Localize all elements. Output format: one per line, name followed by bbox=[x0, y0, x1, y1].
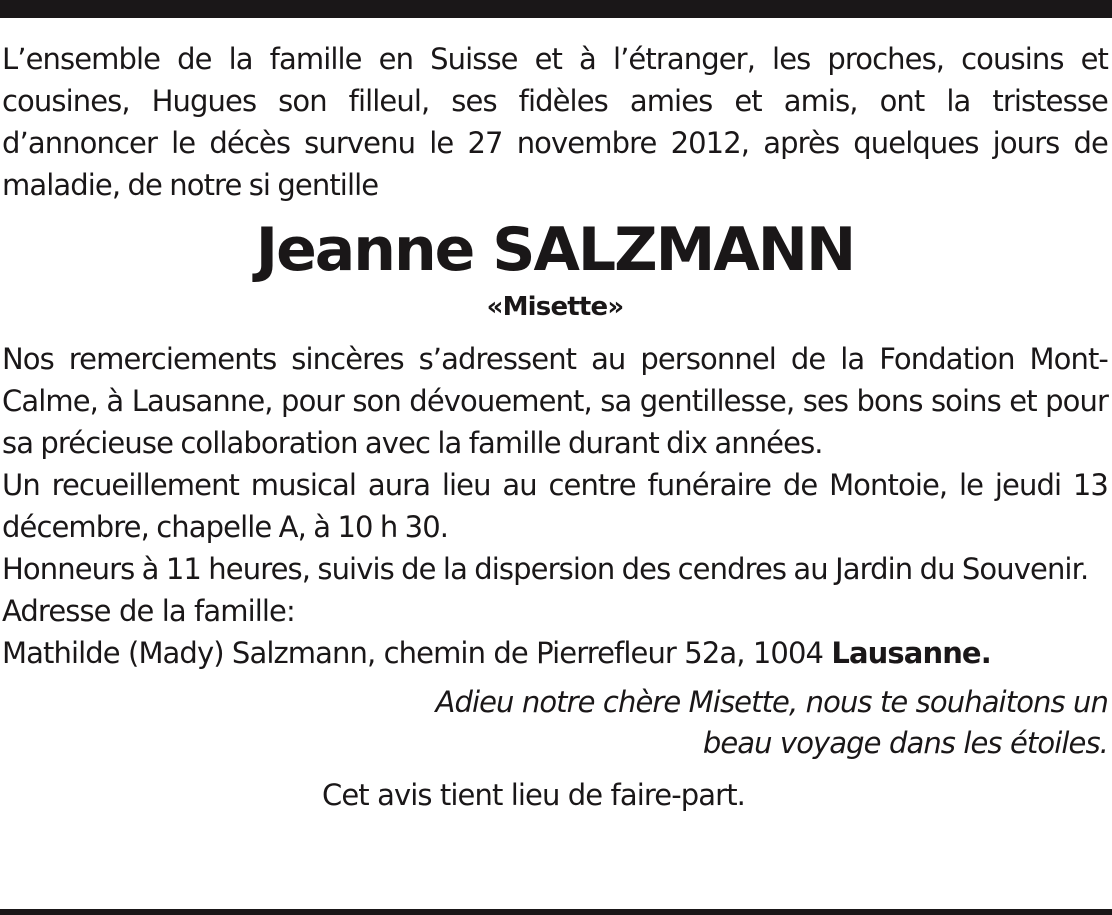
top-border-rule bbox=[0, 0, 1112, 18]
honors-paragraph: Honneurs à 11 heures, suivis de la dispersion des cendres au Jardin du Souvenir. bbox=[2, 552, 1089, 586]
intro-paragraph: L’ensemble de la famille en Suisse et à l’étranger, les proches, cousins et cousines, Hugues son filleul, ses fidèles amies et amis, ont la tristesse d’annoncer le décès survenu le 27 novembre 2012, après quelques jours de maladie, de notre si gentille bbox=[2, 42, 1108, 202]
thanks-paragraph: Nos remerciements sincères s’adressent au personnel de la Fondation Mont-Calme, à Lausanne, pour son dévouement, sa gentillesse, ses bons soins et pour sa précieuse collaboration avec la famille durant dix années. bbox=[2, 342, 1108, 460]
notice-body bbox=[2, 38, 1108, 816]
closing-line: Cet avis tient lieu de faire-part. bbox=[322, 778, 745, 812]
farewell-line-1: Adieu notre chère Misette, nous te souhaitons un bbox=[435, 685, 1108, 719]
ceremony-paragraph: Un recueillement musical aura lieu au centre funéraire de Montoie, le jeudi 13 décembre, chapelle A, à 10 h 30. bbox=[2, 468, 1108, 544]
family-address bbox=[2, 632, 1108, 674]
farewell-message bbox=[2, 682, 1108, 764]
address-label: Adresse de la famille: bbox=[2, 594, 295, 628]
address-city: Lausanne. bbox=[831, 636, 991, 670]
farewell-line-2: beau voyage dans les étoiles. bbox=[702, 726, 1108, 760]
deceased-nickname: «Misette» bbox=[486, 292, 624, 322]
address-text: Mathilde (Mady) Salzmann, chemin de Pierrefleur 52a, 1004 bbox=[2, 636, 824, 670]
deceased-name: Jeanne SALZMANN bbox=[255, 215, 855, 285]
bottom-border-rule bbox=[0, 909, 1112, 915]
